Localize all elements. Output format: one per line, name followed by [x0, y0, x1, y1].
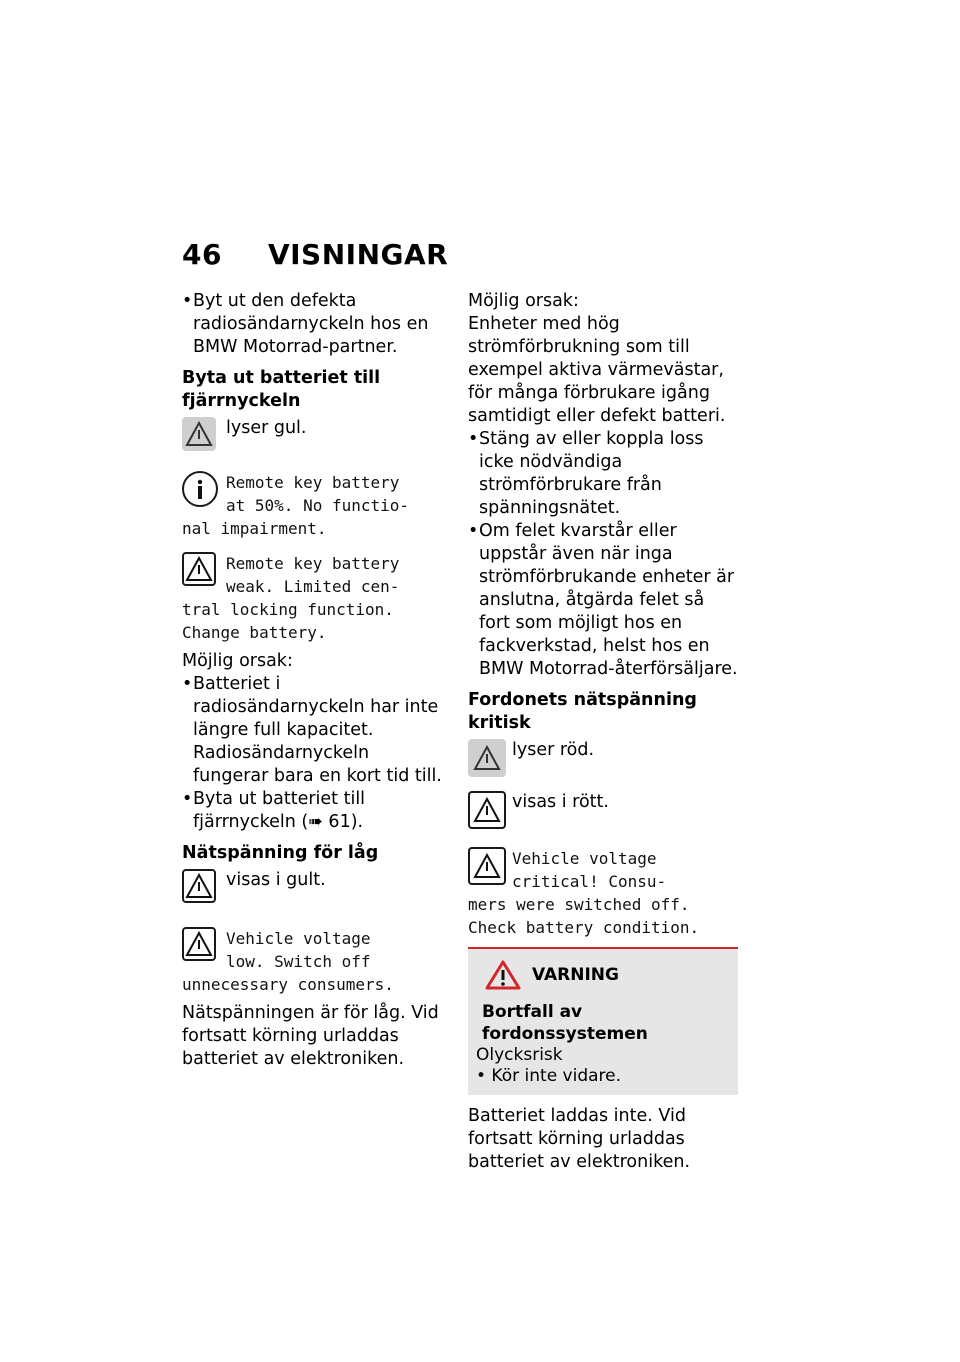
display-message: tral locking function. [182, 600, 394, 619]
indicator-text: visas i rött. [512, 792, 609, 812]
heading-low-voltage: Nätspänning för låg [182, 843, 379, 863]
weak-message-row [182, 552, 446, 644]
right-column [468, 290, 738, 1174]
indicator-red-row [468, 739, 738, 785]
display-message: Vehicle voltage [512, 849, 657, 868]
display-message: Remote key battery [226, 554, 400, 573]
critical-message-row [468, 847, 738, 939]
warning-triangle-icon [182, 417, 216, 451]
page-number: 46 [182, 238, 222, 271]
cause-text: Enheter med hög strömförbrukning som till exempel aktiva värmevästar, för många förbrukare igång samtidigt eller defekt batteri. [468, 314, 726, 426]
heading-critical: Fordonets nätspänning kritisk [468, 690, 697, 733]
warning-title: Bortfall av fordonssystemen [482, 1002, 648, 1044]
low-voltage-text: Nätspänningen är för låg. Vid fortsatt körning urladdas batteriet av elektroniken. [182, 1003, 439, 1069]
action-bullet: • Stäng av eller koppla loss icke nödvändiga strömförbrukare från spänningsnätet. [468, 428, 738, 520]
heading-battery: Byta ut batteriet till fjärrnyckeln [182, 368, 381, 411]
warning-risk: Olycksrisk [476, 1045, 563, 1065]
display-message: Check battery condition. [468, 918, 700, 937]
left-column [182, 290, 446, 1071]
indicator-text: visas i gult. [226, 870, 326, 890]
display-message: low. Switch off [226, 952, 371, 971]
page-header [182, 238, 448, 271]
cause-label: Möjlig orsak: [182, 651, 293, 671]
intro-bullet: • Byt ut den defekta radiosändarnyckeln hos en BMW Motorrad-partner. [182, 290, 446, 359]
warning-header [484, 959, 730, 991]
indicator-low-row [182, 869, 446, 919]
warning-triangle-icon [468, 847, 506, 885]
warning-triangle-icon [468, 739, 506, 777]
info-message-row [182, 471, 446, 540]
display-message: unnecessary consumers. [182, 975, 394, 994]
indicator-yellow-row [182, 417, 446, 463]
cause-bullet: • Byta ut batteriet till fjärrnyckeln (➠ 61). [182, 788, 446, 834]
warning-triangle-icon [468, 791, 506, 829]
warning-label: VARNING [532, 965, 619, 985]
section-title: VISNINGAR [267, 238, 449, 271]
warning-box [468, 947, 738, 1095]
warning-action: • Kör inte vidare. [476, 1066, 622, 1086]
indicator-text: lyser röd. [512, 740, 595, 760]
indicator-text: lyser gul. [226, 418, 307, 438]
cause-bullet: • Batteriet i radiosändarnyckeln har inte längre full kapacitet. Radiosändarnyckeln fungerar bara en kort tid till. [182, 673, 446, 788]
action-bullet: • Om felet kvarstår eller uppstår även när inga strömförbrukande enheter är anslutna, åtgärda felet så fort som möjligt hos en fackverkstad, helst hos en BMW Motorrad-återförsäljare. [468, 520, 738, 681]
warning-triangle-icon [182, 927, 216, 961]
display-message: Change battery. [182, 623, 327, 642]
shown-red-row [468, 791, 738, 841]
display-message: nal impairment. [182, 519, 327, 538]
warning-triangle-icon [182, 869, 216, 903]
final-text: Batteriet laddas inte. Vid fortsatt körning urladdas batteriet av elektroniken. [468, 1106, 691, 1172]
display-message: Remote key battery [226, 473, 400, 492]
low-message-row [182, 927, 446, 996]
warning-red-triangle-icon [484, 959, 522, 991]
warning-triangle-icon [182, 552, 216, 586]
display-message: weak. Limited cen- [226, 577, 400, 596]
display-message: at 50%. No functio- [226, 496, 410, 515]
display-message: mers were switched off. [468, 895, 690, 914]
cause-label: Möjlig orsak: [468, 291, 579, 311]
display-message: critical! Consu- [512, 872, 667, 891]
display-message: Vehicle voltage [226, 929, 371, 948]
info-icon [182, 471, 218, 507]
